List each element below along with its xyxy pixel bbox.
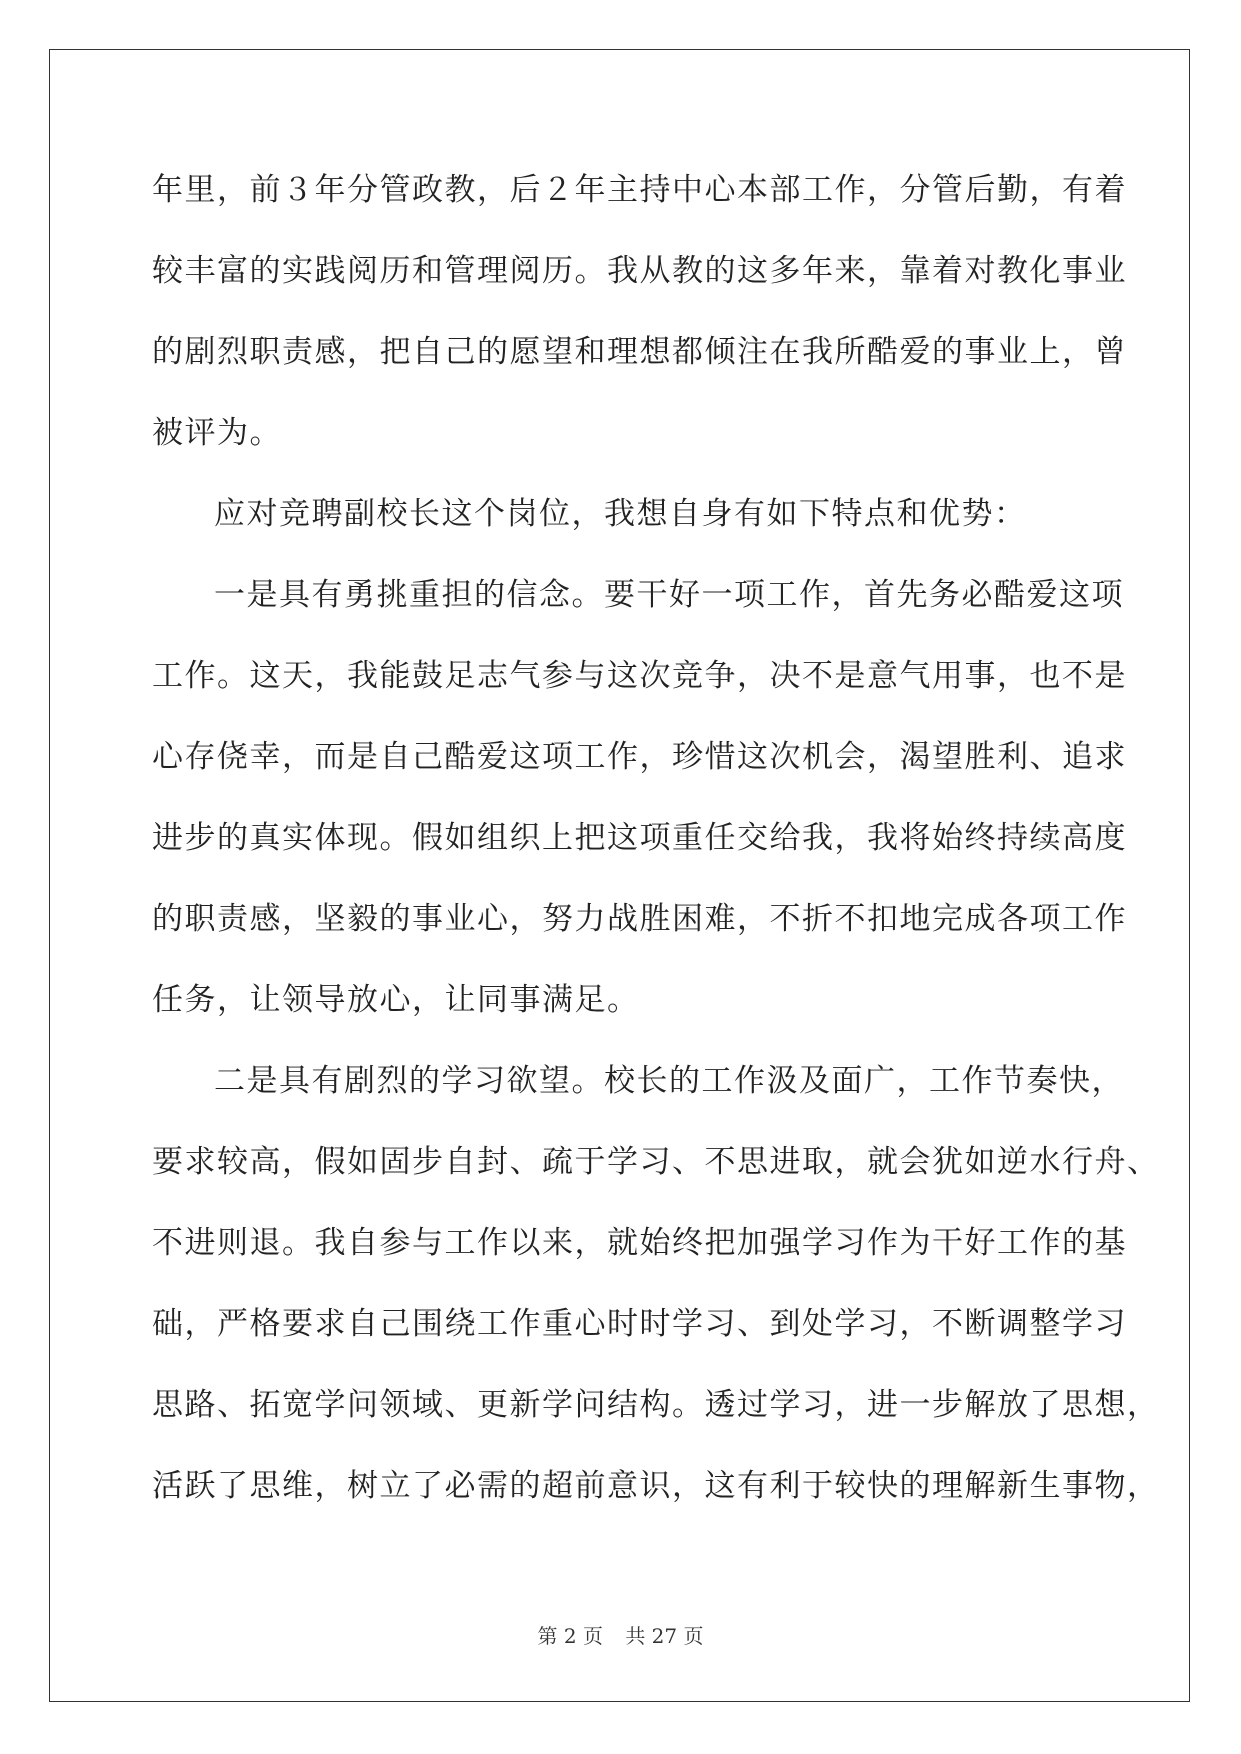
text-line-16: 思路、拓宽学问领域、更新学问结构。透过学习，进一步解放了思想， — [152, 1387, 1160, 1423]
page-number: 第 2 页 — [537, 1624, 603, 1648]
text-line-3: 的剧烈职责感，把自己的愿望和理想都倾注在我所酷爱的事业上，曾 — [152, 334, 1127, 370]
text-line-8: 心存侥幸，而是自己酷爱这项工作，珍惜这次机会，渴望胜利、追求 — [152, 739, 1127, 775]
page-total: 共 27 页 — [625, 1624, 704, 1648]
text-line-6: 一是具有勇挑重担的信念。要干好一项工作，首先务必酷爱这项 — [214, 577, 1124, 613]
text-line-13: 要求较高，假如固步自封、疏于学习、不思进取，就会犹如逆水行舟、 — [152, 1144, 1160, 1180]
document-body — [152, 160, 1160, 1537]
page-footer — [0, 1620, 1241, 1649]
text-line-17: 活跃了思维，树立了必需的超前意识，这有利于较快的理解新生事物， — [152, 1468, 1160, 1504]
text-line-9: 进步的真实体现。假如组织上把这项重任交给我，我将始终持续高度 — [152, 820, 1127, 856]
text-line-5: 应对竞聘副校长这个岗位，我想自身有如下特点和优势： — [214, 496, 1027, 532]
text-line-14: 不进则退。我自参与工作以来，就始终把加强学习作为干好工作的基 — [152, 1225, 1127, 1261]
text-line-7: 工作。这天，我能鼓足志气参与这次竞争，决不是意气用事，也不是 — [152, 658, 1127, 694]
text-line-12: 二是具有剧烈的学习欲望。校长的工作汲及面广，工作节奏快， — [214, 1063, 1124, 1099]
text-line-4: 被评为。 — [152, 415, 282, 451]
text-line-2: 较丰富的实践阅历和管理阅历。我从教的这多年来，靠着对教化事业 — [152, 253, 1127, 289]
text-line-11: 任务，让领导放心，让同事满足。 — [152, 982, 640, 1018]
text-line-15: 础，严格要求自己围绕工作重心时时学习、到处学习，不断调整学习 — [152, 1306, 1127, 1342]
text-line-10: 的职责感，坚毅的事业心，努力战胜困难，不折不扣地完成各项工作 — [152, 901, 1127, 937]
text-line-1: 年里，前３年分管政教，后２年主持中心本部工作，分管后勤，有着 — [152, 172, 1127, 208]
